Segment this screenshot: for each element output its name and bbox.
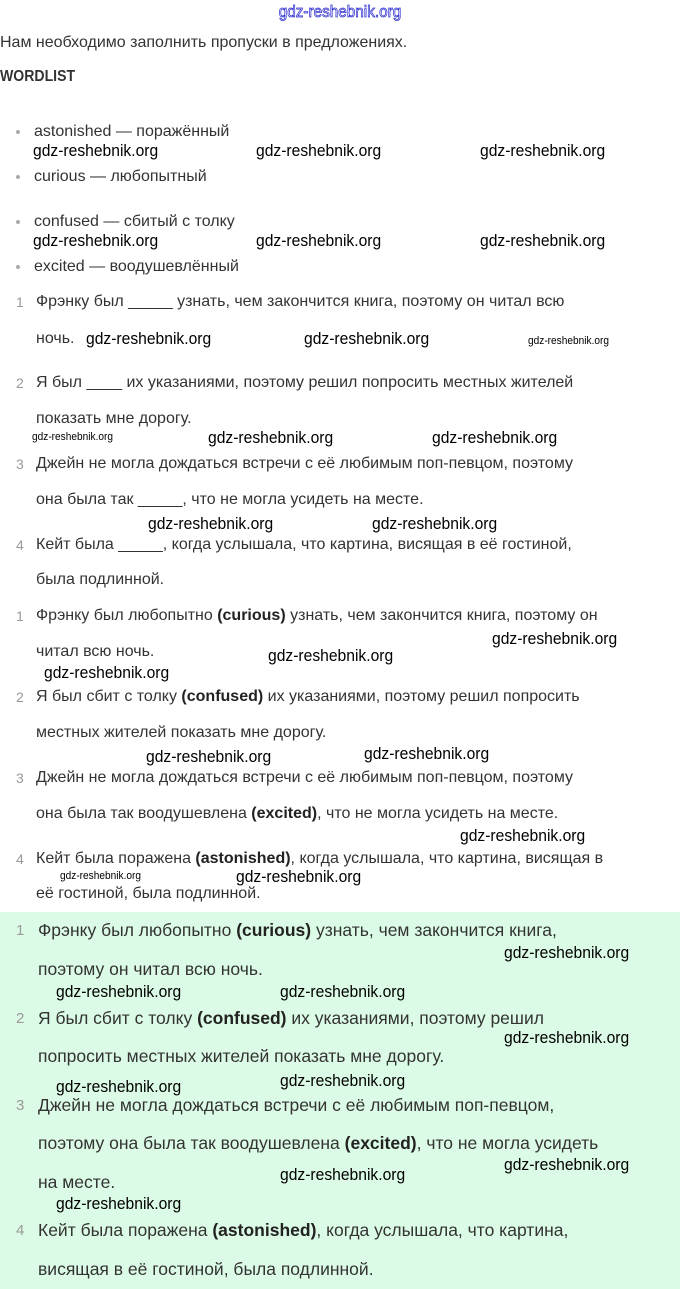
watermark-text: gdz-reshebnik.org <box>86 329 212 348</box>
watermark-text: gdz-reshebnik.org <box>460 826 586 845</box>
wordlist-item <box>16 123 229 141</box>
text-segment: их указаниями, поэтому решил попросить <box>263 688 580 705</box>
watermark-text: gdz-reshebnik.org <box>56 1194 182 1213</box>
bullet-icon <box>16 220 20 224</box>
item-line <box>36 724 326 742</box>
text-segment: Я был сбит с толку <box>36 688 182 705</box>
text-segment: она была так _____, что не могла усидеть на месте. <box>36 491 424 508</box>
text-segment: , когда услышала, что картина, <box>316 1220 569 1240</box>
item-number: 2 <box>16 375 24 391</box>
watermark-text: gdz-reshebnik.org <box>492 629 618 648</box>
item-line <box>36 491 424 509</box>
watermark-text: gdz-reshebnik.org <box>33 141 159 160</box>
item-number: 1 <box>16 294 24 310</box>
watermark-text: gdz-reshebnik.org <box>480 231 606 250</box>
item-number: 2 <box>16 689 24 705</box>
task-intro: Нам необходимо заполнить пропуски в предложениях. <box>0 34 408 51</box>
text-segment: , что не могла усидеть на месте. <box>317 805 559 822</box>
answer-word: (confused) <box>197 1008 287 1028</box>
text-segment: на месте. <box>38 1172 116 1192</box>
text-segment: местных жителей показать мне дорогу. <box>36 724 327 741</box>
answer-word: (astonished) <box>212 1220 317 1240</box>
watermark-text: gdz-reshebnik.org <box>304 329 430 348</box>
text-segment: , что не могла усидеть <box>416 1133 599 1153</box>
text-segment: Фрэнку был _____ узнать, чем закончится книга, поэтому он читал всю <box>36 293 565 310</box>
item-line <box>36 643 154 661</box>
text-segment: их указаниями, поэтому решил <box>286 1008 544 1028</box>
wordlist-item-text: confused — сбитый с толку <box>34 213 235 230</box>
watermark-text: gdz-reshebnik.org <box>504 1155 630 1174</box>
text-segment: узнать, чем закончится книга, <box>311 920 557 940</box>
item-number: 3 <box>16 770 24 786</box>
item-line <box>38 921 557 940</box>
watermark-text: gdz-reshebnik.org <box>280 982 406 1001</box>
watermark-text: gdz-reshebnik.org <box>256 231 382 250</box>
watermark-text: gdz-reshebnik.org <box>280 1165 406 1184</box>
wordlist-item-text: astonished — поражённый <box>34 123 230 140</box>
answer-word: (excited) <box>251 805 318 822</box>
item-line <box>36 536 572 554</box>
watermark-text: gdz-reshebnik.org <box>44 663 170 682</box>
item-line <box>36 571 164 589</box>
answer-word: (astonished) <box>195 850 291 867</box>
watermark-text: gdz-reshebnik.org <box>364 744 490 763</box>
text-segment: Кейт была поражена <box>36 850 196 867</box>
item-number: 4 <box>16 851 24 867</box>
text-segment: Джейн не могла дождаться встречи с её любимым поп-певцом, <box>38 1095 555 1115</box>
bullet-icon <box>16 265 20 269</box>
watermark-text: gdz-reshebnik.org <box>60 870 142 882</box>
text-segment: читал всю ночь. <box>36 643 155 660</box>
text-segment: Фрэнку был любопытно <box>38 920 237 940</box>
answer-word: (curious) <box>217 607 286 624</box>
item-line <box>36 410 192 428</box>
text-segment: показать мне дорогу. <box>36 410 192 427</box>
item-line <box>38 1009 544 1028</box>
item-number: 4 <box>16 537 24 553</box>
item-line <box>38 960 263 979</box>
answer-word: (excited) <box>344 1133 417 1153</box>
watermark-text: gdz-reshebnik.org <box>148 514 274 533</box>
watermark-text: gdz-reshebnik.org <box>528 335 610 347</box>
text-segment: Кейт была поражена <box>38 1220 213 1240</box>
watermark-text: gdz-reshebnik.org <box>236 867 362 886</box>
text-segment: ночь. <box>36 330 75 347</box>
text-segment: , когда услышала, что картина, висящая в <box>290 850 604 867</box>
item-number: 1 <box>16 922 25 939</box>
item-line <box>36 455 573 473</box>
watermark-logo: gdz-reshebnik.org <box>278 2 402 21</box>
text-segment: Я был ____ их указаниями, поэтому решил попросить местных жителей <box>36 374 574 391</box>
watermark-text: gdz-reshebnik.org <box>146 747 272 766</box>
item-line <box>36 885 261 903</box>
text-segment: она была так воодушевлена <box>36 805 252 822</box>
bullet-icon <box>16 130 20 134</box>
watermark-text: gdz-reshebnik.org <box>504 1028 630 1047</box>
item-number: 1 <box>16 608 24 624</box>
item-line <box>38 1173 115 1192</box>
answer-word: (confused) <box>181 688 264 705</box>
answer-word: (curious) <box>236 920 312 940</box>
text-segment: Я был сбит с толку <box>38 1008 198 1028</box>
text-segment: поэтому она была так воодушевлена <box>38 1133 345 1153</box>
item-line <box>36 850 603 868</box>
item-line <box>36 805 558 823</box>
text-segment: Джейн не могла дождаться встречи с её любимым поп-певцом, поэтому <box>36 455 574 472</box>
watermark-text: gdz-reshebnik.org <box>480 141 606 160</box>
item-line <box>36 330 75 348</box>
text-segment: Фрэнку был любопытно <box>36 607 218 624</box>
text-segment: Джейн не могла дождаться встречи с её любимым поп-певцом, поэтому <box>36 769 574 786</box>
watermark-text: gdz-reshebnik.org <box>432 428 558 447</box>
item-line <box>38 1096 554 1115</box>
item-number: 2 <box>16 1010 25 1027</box>
item-line <box>36 688 580 706</box>
item-line <box>36 293 564 311</box>
text-segment: Кейт была _____, когда услышала, что картина, висящая в её гостиной, <box>36 536 572 553</box>
watermark-text: gdz-reshebnik.org <box>256 141 382 160</box>
item-line <box>36 769 573 787</box>
text-segment: попросить местных жителей показать мне дорогу. <box>38 1046 445 1066</box>
item-line <box>36 607 598 625</box>
watermark-text: gdz-reshebnik.org <box>504 943 630 962</box>
item-number: 4 <box>16 1222 25 1239</box>
item-line <box>38 1221 568 1240</box>
wordlist-heading: WORDLIST <box>0 68 76 85</box>
item-line <box>36 374 573 392</box>
text-segment: поэтому он читал всю ночь. <box>38 959 263 979</box>
watermark-text: gdz-reshebnik.org <box>280 1071 406 1090</box>
wordlist-item-text: curious — любопытный <box>34 168 207 185</box>
watermark-text: gdz-reshebnik.org <box>56 1077 182 1096</box>
wordlist-item <box>16 168 207 186</box>
watermark-text: gdz-reshebnik.org <box>208 428 334 447</box>
item-number: 3 <box>16 1097 25 1114</box>
wordlist-item <box>16 258 239 276</box>
item-line <box>38 1047 444 1066</box>
watermark-text: gdz-reshebnik.org <box>268 646 394 665</box>
watermark-text: gdz-reshebnik.org <box>56 982 182 1001</box>
bullet-icon <box>16 175 20 179</box>
text-segment: была подлинной. <box>36 571 165 588</box>
text-segment: её гостиной, была подлинной. <box>36 885 261 902</box>
item-number: 3 <box>16 456 24 472</box>
watermark-text: gdz-reshebnik.org <box>32 431 114 443</box>
text-segment: висящая в её гостиной, была подлинной. <box>38 1259 374 1279</box>
item-line <box>38 1260 374 1279</box>
item-line <box>38 1134 598 1153</box>
watermark-text: gdz-reshebnik.org <box>372 514 498 533</box>
wordlist-item-text: excited — воодушевлённый <box>34 258 239 275</box>
wordlist-item <box>16 213 235 231</box>
text-segment: узнать, чем закончится книга, поэтому он <box>285 607 598 624</box>
watermark-text: gdz-reshebnik.org <box>33 231 159 250</box>
